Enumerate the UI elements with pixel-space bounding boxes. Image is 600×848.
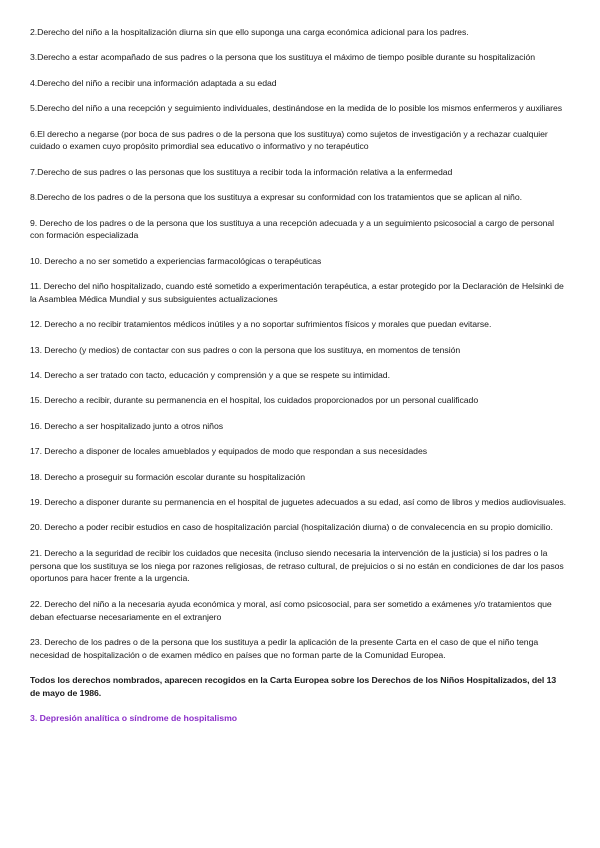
right-item-2: 2.Derecho del niño a la hospitalización diurna sin que ello suponga una carga económica adicional para los padres. xyxy=(30,27,469,37)
right-item-12: 12. Derecho a no recibir tratamientos médicos inútiles y a no soportar sufrimientos físicos y morales que puedan evitarse. xyxy=(30,319,492,330)
right-item-6: 6.El derecho a negarse (por boca de sus padres o de la persona que los sustituya) como sujetos de investigación y a rechazar cualquier cuidado o examen cuyo propósito primordial sea educativo o informativo y no terapéutico xyxy=(30,128,548,152)
right-item-7: 7.Derecho de sus padres o las personas que los sustituya a recibir toda la información relativa a la enfermedad xyxy=(30,166,453,177)
right-item-16: 16. Derecho a ser hospitalizado junto a otros niños xyxy=(30,420,224,431)
right-item-22: 22. Derecho del niño a la necesaria ayuda económica y moral, así como psicosocial, para ser sometido a exámenes y/o tratamientos que deban efectuarse necesariamente en el extranjero xyxy=(30,598,552,622)
right-item-11: 11. Derecho del niño hospitalizado, cuando esté sometido a experimentación terapéutica, a estar protegido por la Declaración de Helsinki de la Asamblea Médica Mundial y sus subsiguientes actualizaciones xyxy=(30,281,564,304)
right-item-21: 21. Derecho a la seguridad de recibir los cuidados que necesita (incluso siendo necesaria la intervención de la justicia) si los padres o la persona que los sustituya se los niega por razones religiosas, de retraso cultural, de prejuicios o si no están en condiciones de dar los pasos oportunos para hacer frente a la urgencia. xyxy=(30,547,564,584)
right-item-5: 5.Derecho del niño a una recepción y seguimiento individuales, destinándose en la medida de lo posible los mismos enfermeros y auxiliares xyxy=(30,103,563,114)
right-item-19: 19. Derecho a disponer durante su permanencia en el hospital de juguetes adecuados a su edad, así como de libros y medios audiovisuales. xyxy=(30,497,567,508)
right-item-8: 8.Derecho de los padres o de la persona que los sustituya a expresar su conformidad con los tratamientos que se aplican al niño. xyxy=(30,192,522,203)
right-item-15: 15. Derecho a recibir, durante su permanencia en el hospital, los cuidados proporcionados por un personal cualificado xyxy=(30,395,479,406)
closing-note: Todos los derechos nombrados, aparecen recogidos en la Carta Europea sobre los Derechos de los Niños Hospitalizados, del 13 de mayo de 1986. xyxy=(30,675,557,698)
right-item-4: 4.Derecho del niño a recibir una información adaptada a su edad xyxy=(30,77,277,88)
right-item-10: 10. Derecho a no ser sometido a experiencias farmacológicas o terapéuticas xyxy=(30,255,322,266)
right-item-18: 18. Derecho a proseguir su formación escolar durante su hospitalización xyxy=(30,471,306,482)
right-item-23: 23. Derecho de los padres o de la persona que los sustituya a pedir la aplicación de la presente Carta en el caso de que el niño tenga necesidad de hospitalización o de examen médico en países que no forman parte de la Comunidad Europea. xyxy=(30,636,539,660)
right-item-20: 20. Derecho a poder recibir estudios en caso de hospitalización parcial (hospitalización diurna) o de convalecencia en su propio domicilio. xyxy=(30,522,553,533)
right-item-14: 14. Derecho a ser tratado con tacto, educación y comprensión y a que se respete su intimidad. xyxy=(30,370,390,381)
right-item-9: 9. Derecho de los padres o de la persona que los sustituya a una recepción adecuada y a un seguimiento psicosocial a cargo de personal con formación especializada xyxy=(30,217,555,241)
right-item-3: 3.Derecho a estar acompañado de sus padres o la persona que los sustituya el máximo de tiempo posible durante su hospitalización xyxy=(30,52,536,63)
right-item-17: 17. Derecho a disponer de locales amueblados y equipados de modo que respondan a sus necesidades xyxy=(30,446,428,457)
section-heading: 3. Depresión analítica o síndrome de hospitalismo xyxy=(30,713,238,724)
right-item-13: 13. Derecho (y medios) de contactar con sus padres o con la persona que los sustituya, en momentos de tensión xyxy=(30,344,461,355)
